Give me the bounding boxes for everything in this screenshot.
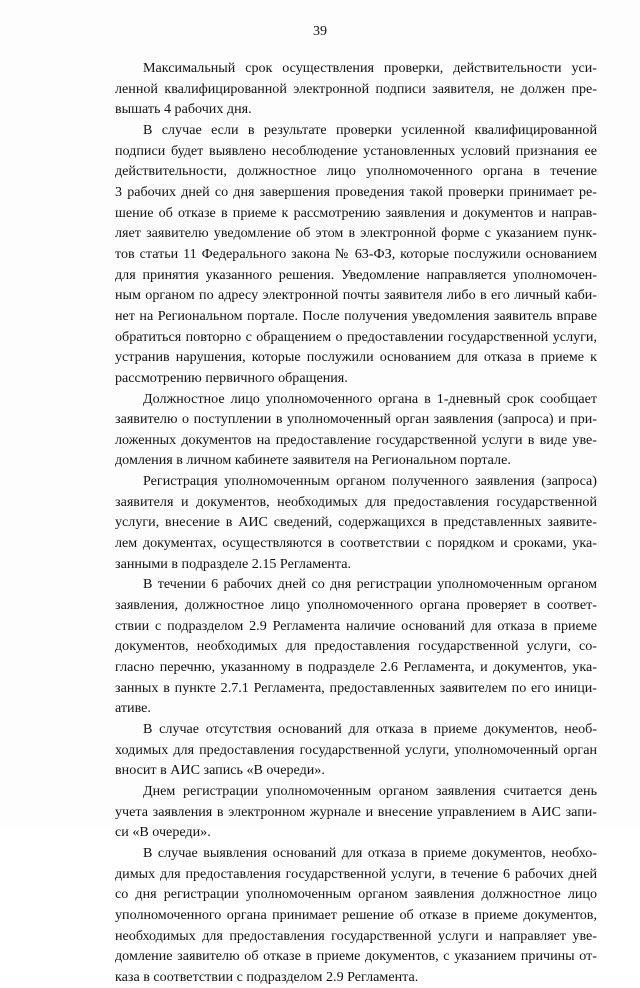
text-line: устранив нарушения, которые послужили основанием для отказа в приеме к [115, 349, 597, 366]
text-line: занных в пункте 2.7.1 Регламента, предоставленных заявителем по его иници- [115, 679, 597, 696]
text-line: 3 рабочих дней со дня завершения проведения такой проверки принимает ре- [115, 183, 597, 200]
text-line: ствии с подразделом 2.9 Регламента наличие оснований для отказа в приеме [115, 617, 597, 634]
text-line: В течении 6 рабочих дней со дня регистрации уполномоченным органом [143, 576, 597, 593]
text-line: уполномоченного органа принимает решение об отказе в приеме документов, [115, 906, 597, 923]
text-line: документов, необходимых для предоставления государственной услуги, со- [115, 638, 597, 655]
text-line: димых для предоставления государственной услуги, в течение 6 рабочих дней [115, 865, 597, 882]
text-line: заявления, должностное лицо уполномоченного органа проверяет в соответ- [115, 597, 597, 614]
paragraph [115, 843, 597, 988]
text-line: Днем регистрации уполномоченным органом заявления считается день [143, 782, 597, 799]
text-line: си «В очереди». [115, 824, 211, 841]
text-line: для принятия указанного решения. Уведомление направляется уполномочен- [115, 266, 597, 283]
text-line: действительности, должностное лицо уполномоченного органа в течение [115, 163, 597, 180]
text-line: подписи будет выявлено несоблюдение установленных условий признания ее [115, 142, 597, 159]
text-line: ляет заявителю уведомление об этом в электронной форме с указанием пунк- [115, 225, 597, 242]
text-line: В случае если в результате проверки усиленной квалифицированной [143, 121, 597, 138]
text-line: учета заявления в электронном журнале и внесение управлением в АИС запи- [115, 803, 597, 820]
paragraph [115, 58, 597, 120]
text-line: заявителя и документов, необходимых для предоставления государственной [115, 493, 597, 510]
paragraph [115, 120, 597, 389]
text-line: ативе. [115, 700, 151, 717]
page-number: 39 [313, 24, 327, 39]
text-line: со дня регистрации уполномоченным органом заявления должностное лицо [115, 886, 597, 903]
text-line: необходимых для предоставления государственной услуги и направляет уве- [115, 927, 597, 944]
text-line: ложенных документов на предоставление государственной услуги в виде уве- [115, 431, 597, 448]
text-line: обратиться повторно с обращением о предоставлении государственной услуги, [115, 328, 597, 345]
text-line: Максимальный срок осуществления проверки, действительности уси- [143, 60, 597, 76]
text-line: тов статьи 11 Федерального закона № 63-ФЗ, которые послужили основанием [115, 245, 597, 262]
text-line: заявителю о поступлении в уполномоченный орган заявления (запроса) и при- [115, 411, 597, 428]
text-line: Должностное лицо уполномоченного органа в 1-дневный срок сообщает [143, 390, 597, 407]
text-line: вносит в АИС запись «В очереди». [115, 762, 325, 779]
text-line: В случае отсутствия оснований для отказа в приеме документов, необ- [143, 721, 597, 737]
text-line: ным органом по адресу электронной почты заявителя либо в его личный каби- [115, 287, 597, 304]
text-line: нет на Региональном портале. После получения уведомления заявитель вправе [115, 307, 597, 324]
text-line: гласно перечню, указанному в подразделе 2.6 Регламента, и документов, ука- [115, 659, 597, 676]
text-line: домление заявителю об отказе в приеме документов, с указанием причины от- [115, 948, 597, 965]
text-line: услуги, внесение в АИС сведений, содержащихся в представленных заявите- [115, 514, 597, 531]
text-line: занными в подразделе 2.15 Регламента. [115, 555, 352, 572]
text-line: шение об отказе в приеме к рассмотрению заявления и документов и направ- [115, 204, 597, 221]
paragraph [115, 389, 597, 472]
text-line: ленной квалифицированной электронной подписи заявителя, не должен пре- [115, 80, 597, 97]
text-line: рассмотрению первичного обращения. [115, 369, 348, 386]
text-line: домления в личном кабинете заявителя на Региональном портале. [115, 452, 511, 469]
paragraph [115, 719, 597, 781]
text-line: Регистрация уполномоченным органом полученного заявления (запроса) [143, 473, 597, 490]
paragraph [115, 781, 597, 843]
document-body [115, 58, 597, 988]
paragraph [115, 574, 597, 719]
paragraph [115, 471, 597, 574]
text-line: В случае выявления оснований для отказа в приеме документов, необхо- [143, 844, 597, 861]
text-line: лем документах, осуществляются в соответствии с порядком и сроками, ука- [115, 535, 597, 552]
text-line: каза в соответствии с подразделом 2.9 Регламента. [115, 968, 419, 985]
text-line: ходимых для предоставления государственной услуги, уполномоченный орган [115, 741, 597, 758]
text-line: вышать 4 рабочих дня. [115, 101, 252, 118]
